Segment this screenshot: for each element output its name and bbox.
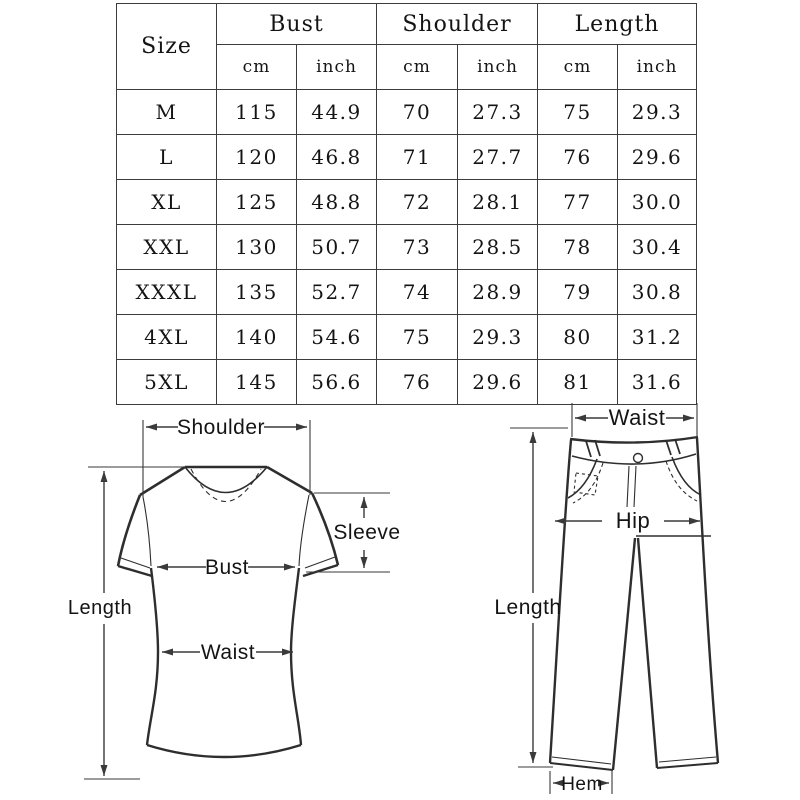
unit-shoulder-cm: cm [377, 45, 458, 90]
value-cell: 77 [538, 180, 618, 225]
value-cell: 135 [217, 270, 297, 315]
tshirt-waist-label: Waist [200, 641, 256, 664]
button [634, 454, 643, 463]
value-cell: 29.6 [618, 135, 697, 180]
table-row [117, 90, 697, 135]
pants-length-label: Length [494, 596, 562, 619]
value-cell: 120 [217, 135, 297, 180]
value-cell: 81 [538, 360, 618, 405]
pants-hip-label: Hip [615, 508, 651, 533]
header-length: Length [538, 4, 697, 45]
size-cell: 5XL [117, 360, 217, 405]
value-cell: 29.3 [618, 90, 697, 135]
value-cell: 125 [217, 180, 297, 225]
value-cell: 79 [538, 270, 618, 315]
header-bust: Bust [217, 4, 377, 45]
tshirt-diagram [20, 400, 430, 800]
table-header-row [117, 4, 697, 45]
value-cell: 72 [377, 180, 458, 225]
value-cell: 27.7 [458, 135, 538, 180]
value-cell: 73 [377, 225, 458, 270]
fly-seam [634, 466, 636, 507]
value-cell: 80 [538, 315, 618, 360]
belt-loop [586, 441, 591, 457]
value-cell: 115 [217, 90, 297, 135]
value-cell: 76 [377, 360, 458, 405]
value-cell: 76 [538, 135, 618, 180]
value-cell: 29.3 [458, 315, 538, 360]
unit-length-inch: inch [618, 45, 697, 90]
value-cell: 52.7 [297, 270, 377, 315]
size-table [116, 3, 697, 405]
table-row [117, 315, 697, 360]
pants-waist-label: Waist [608, 405, 666, 430]
size-cell: 4XL [117, 315, 217, 360]
value-cell: 78 [538, 225, 618, 270]
value-cell: 56.6 [297, 360, 377, 405]
fly-seam [627, 466, 629, 507]
value-cell: 75 [377, 315, 458, 360]
tshirt-shoulder-label: Shoulder [176, 416, 266, 439]
value-cell: 74 [377, 270, 458, 315]
value-cell: 75 [538, 90, 618, 135]
table-row [117, 270, 697, 315]
size-cell: XL [117, 180, 217, 225]
tshirt-length-label: Length [67, 597, 133, 619]
value-cell: 29.6 [458, 360, 538, 405]
tshirt-bust-label: Bust [204, 556, 250, 579]
pocket [568, 459, 597, 498]
pocket [672, 457, 701, 495]
value-cell: 31.2 [618, 315, 697, 360]
belt-loop [675, 439, 680, 454]
pocket [666, 461, 697, 501]
pants-diagram [440, 395, 800, 800]
tshirt-outline [118, 467, 338, 757]
value-cell: 145 [217, 360, 297, 405]
table-row [117, 180, 697, 225]
value-cell: 130 [217, 225, 297, 270]
header-shoulder: Shoulder [377, 4, 538, 45]
tshirt-sleeve-label: Sleeve [333, 521, 401, 544]
value-cell: 140 [217, 315, 297, 360]
value-cell: 46.8 [297, 135, 377, 180]
pants-outline [550, 437, 718, 770]
value-cell: 30.8 [618, 270, 697, 315]
unit-bust-cm: cm [217, 45, 297, 90]
value-cell: 70 [377, 90, 458, 135]
table-row [117, 225, 697, 270]
value-cell: 28.5 [458, 225, 538, 270]
value-cell: 48.8 [297, 180, 377, 225]
value-cell: 30.4 [618, 225, 697, 270]
header-size: Size [117, 4, 217, 90]
table-row [117, 135, 697, 180]
size-cell: M [117, 90, 217, 135]
unit-bust-inch: inch [297, 45, 377, 90]
value-cell: 54.6 [297, 315, 377, 360]
size-cell: L [117, 135, 217, 180]
value-cell: 28.1 [458, 180, 538, 225]
pants-hem-label: Hem [561, 774, 603, 795]
unit-length-cm: cm [538, 45, 618, 90]
unit-shoulder-inch: inch [458, 45, 538, 90]
value-cell: 28.9 [458, 270, 538, 315]
value-cell: 27.3 [458, 90, 538, 135]
value-cell: 44.9 [297, 90, 377, 135]
value-cell: 50.7 [297, 225, 377, 270]
size-cell: XXXL [117, 270, 217, 315]
belt-loop [666, 440, 671, 455]
size-cell: XXL [117, 225, 217, 270]
value-cell: 71 [377, 135, 458, 180]
value-cell: 31.6 [618, 360, 697, 405]
value-cell: 30.0 [618, 180, 697, 225]
pocket [573, 463, 603, 503]
